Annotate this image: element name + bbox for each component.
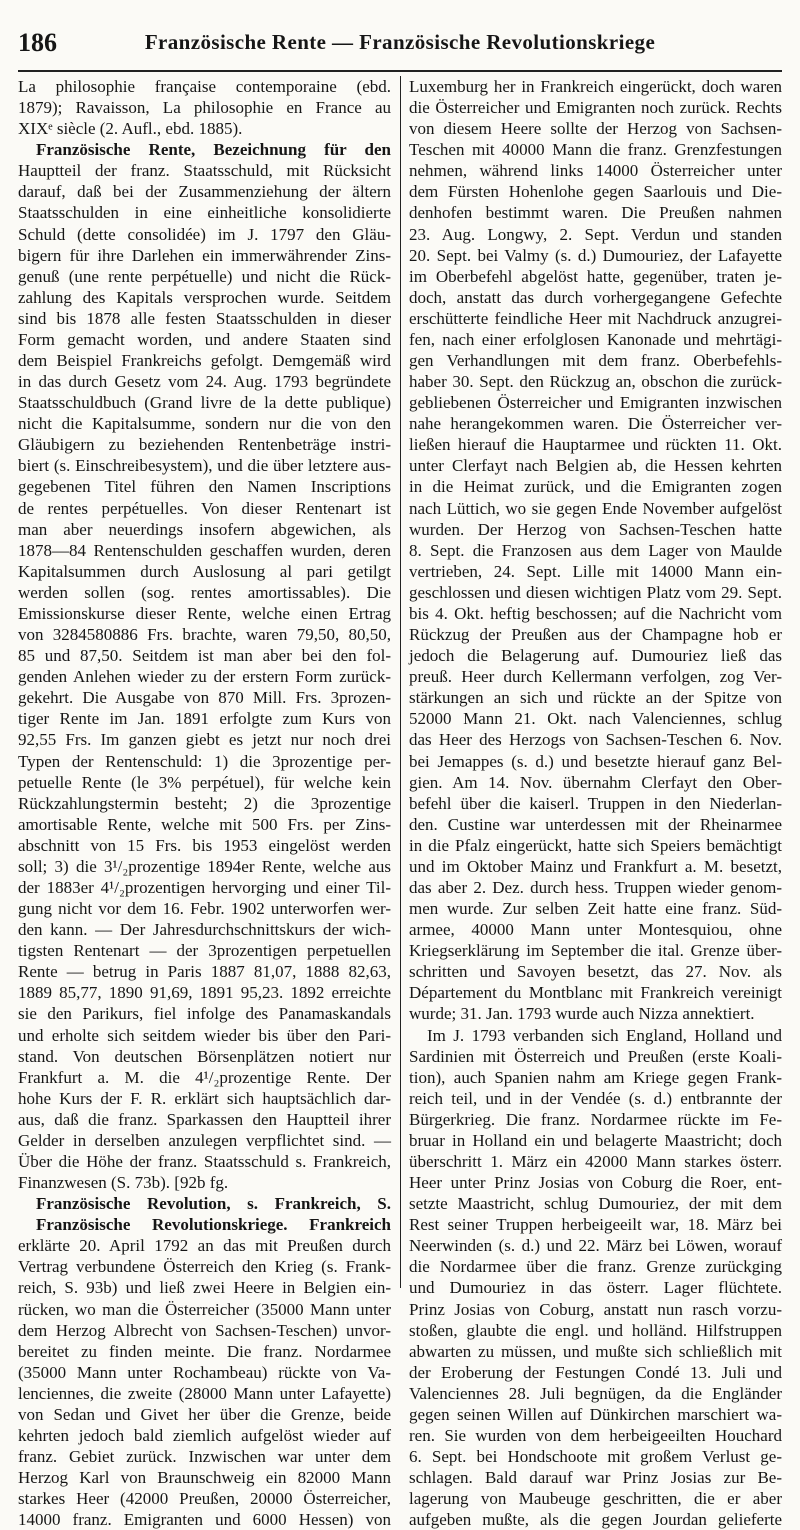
left-column-line: biert (s. Einschreibesystem), und die über letztere aus- <box>18 456 391 476</box>
left-column-line: amortisable Rente, welche mit 500 Frs. per Zins- <box>18 814 391 834</box>
left-column-line: stand. Von deutschen Börsenplätzen notiert nur <box>18 1046 391 1066</box>
left-column-line: sie den Parikurs, fiel infolge des Panamaskandals <box>18 1004 391 1024</box>
left-column-line: und erholte sich seitdem wieder bis über den Pari- <box>18 1025 391 1045</box>
right-column-line: Prinz Josias von Coburg, anstatt nun rasch vorzu- <box>409 1299 782 1319</box>
column-divider <box>400 76 401 1288</box>
right-column-line: gegen seinen Willen auf Dünkirchen marschiert wa- <box>409 1404 782 1424</box>
right-column-line: gen Verhandlungen mit dem franz. Oberbefehls- <box>409 351 782 371</box>
right-column-line: vertrieben, 24. Sept. Lille mit 14000 Mann ein- <box>409 561 782 581</box>
left-column-line: bereitet zu finden meinte. Die franz. Nordarmee <box>18 1341 391 1361</box>
right-column-line: abwarten zu müssen, und mußte sich schließlich mit <box>409 1341 782 1361</box>
right-column-line: Kriegserklärung im September die ital. Grenze über- <box>409 941 782 961</box>
left-column-line: Über die Höhe der franz. Staatsschuld s. Frankreich, <box>18 1151 391 1171</box>
left-column-line: in das durch Gesetz vom 24. Aug. 1793 begründete <box>18 372 391 392</box>
left-column-line: 92,55 Frs. Im ganzen giebt es jetzt nur noch drei <box>18 730 391 750</box>
left-column-line: Schuld (dette consolidée) im J. 1797 den Gläu- <box>18 224 391 244</box>
left-column-line: Kapitalsummen durch Auslosung al pari getilgt <box>18 561 391 581</box>
right-column-line: die Österreicher und Emigranten noch zurück. Rechts <box>409 98 782 118</box>
right-column-line: lagerung von Maubeuge geschritten, die er aber <box>409 1489 782 1509</box>
right-column-line: Rest seiner Truppen herbeigeeilt war, 18. März bei <box>409 1215 782 1235</box>
right-column-line: in die Heimat zurück, und die Emigranten zogen <box>409 477 782 497</box>
right-column-line: Rückzug der Preußen aus der Champagne hob er <box>409 625 782 645</box>
right-column-line: befehl über die kaiserl. Truppen in den Niederlan- <box>409 793 782 813</box>
right-column-line: bruar in Holland ein und belagerte Maastricht; doch <box>409 1130 782 1150</box>
left-column-line: Staatsschulden in eine einheitliche konsolidierte <box>18 203 391 223</box>
left-column-line: (35000 Mann unter Rochambeau) rückte von Va- <box>18 1362 391 1382</box>
right-column-line: doch, anstatt das durch vorhergegangene Gefechte <box>409 287 782 307</box>
right-column-line: 52000 Mann 21. Okt. nach Valenciennes, schlug <box>409 709 782 729</box>
right-column-line: Département du Montblanc mit Frankreich vereinigt <box>409 983 782 1003</box>
right-column-line: nehmen, während links 14000 Österreicher unter <box>409 161 782 181</box>
right-column-line: das aber 2. Dez. durch hess. Truppen wieder genom- <box>409 877 782 897</box>
left-column-line: Französische Revolution, s. Frankreich, S. <box>36 1194 391 1214</box>
left-column-line: erklärte 20. April 1792 an das mit Preußen durch <box>18 1236 391 1256</box>
right-column-line: fen, nach einer erfolglosen Kanonade und mehrtägi- <box>409 329 782 349</box>
left-column-line: hohe Kurs der F. R. erklärt sich hauptsächlich dar- <box>18 1088 391 1108</box>
left-column-line: XIXᵉ siècle (2. Aufl., ebd. 1885). <box>18 119 243 139</box>
right-column-line: das Heer des Herzogs von Sachsen-Teschen 6. Nov. <box>409 730 782 750</box>
right-column-line: der Eroberung der Festungen Condé 13. Juli und <box>409 1362 782 1382</box>
left-column-line: von Sedan und Givet her über die Grenze, beide <box>18 1404 391 1424</box>
left-column-line: gung nicht vor dem 16. Febr. 1902 unterworfen wer- <box>18 899 391 919</box>
left-column-line: starkes Heer (42000 Preußen, 20000 Österreicher, <box>18 1489 391 1509</box>
left-column-line: 1879); Ravaisson, La philosophie en France au <box>18 98 391 118</box>
left-column-line: dem Beispiel Frankreichs gefolgt. Demgemäß wird <box>18 351 391 371</box>
left-column-line: nicht die Kapitalsumme, sondern nur die von den <box>18 414 391 434</box>
right-column-line: gien. Am 14. Nov. übernahm Clerfayt den Ober- <box>409 772 782 792</box>
right-column-line: 6. Sept. bei Hondschoote mit großem Verlust ge- <box>409 1447 782 1467</box>
left-column-line: tigsten Rentenart — der 3prozentigen perpetuellen <box>18 941 391 961</box>
left-column-line: 1878—84 Rentenschulden geschaffen wurden, deren <box>18 540 391 560</box>
left-column-line: Rente — betrug in Paris 1887 81,07, 1888 82,63, <box>18 962 391 982</box>
right-column-line: tion), auch Spanien nahm am Kriege gegen Frank- <box>409 1067 782 1087</box>
right-column-line: preuß. Heer durch Kellermann verfolgen, zog Ver- <box>409 667 782 687</box>
left-column-line: Hauptteil der franz. Staatsschuld, mit Rücksicht <box>18 161 391 181</box>
left-column-line: Frankfurt a. M. die 4¹/₂prozentige Rente. Der <box>18 1067 391 1087</box>
right-column <box>409 76 782 1530</box>
left-column-line: lenciennes, die zweite (28000 Mann unter Lafayette) <box>18 1383 391 1403</box>
left-column-line: soll; 3) die 3¹/₂prozentige 1894er Rente, welche aus <box>18 856 391 876</box>
right-column-line: erschütterte feindliche Heer mit Nachdruck anzugrei- <box>409 308 782 328</box>
right-column-line: bei Jemappes (s. d.) und besetzte hierauf ganz Bel- <box>409 751 782 771</box>
left-column-line: rücken, wo man die Österreicher (35000 Mann unter <box>18 1299 391 1319</box>
page-header <box>18 28 782 68</box>
right-column-line: im Oberbefehl abgelöst hatte, gegenüber, traten je- <box>409 266 782 286</box>
left-column-line: genden Anlehen wieder zu der erstern Form zurück- <box>18 667 391 687</box>
left-column-line: Vertrag verbundene Österreich den Krieg (s. Frank- <box>18 1257 391 1277</box>
right-column-line: 20. Sept. bei Valmy (s. d.) Dumouriez, der Lafayette <box>409 245 782 265</box>
left-column <box>18 76 391 1530</box>
left-column-line: den kann. — Der Jahresdurchschnittskurs der wich- <box>18 920 391 940</box>
right-column-line: aufgeben mußte, als die gegen Jourdan gelieferte <box>409 1510 782 1530</box>
right-column-line: Sardinien mit Österreich und Preußen (erste Koali- <box>409 1046 782 1066</box>
right-column-line: Valenciennes 28. Juli begnügen, da die Engländer <box>409 1383 782 1403</box>
left-column-line: darauf, daß bei der Zusammenziehung der ältern <box>18 182 391 202</box>
left-column-line: abschnitt von 15 Frs. bis 1953 eingelöst werden <box>18 835 391 855</box>
right-column-line: jedoch die Belagerung auf. Dumouriez ließ das <box>409 646 782 666</box>
left-column-line: 14000 franz. Emigranten und 6000 Hessen) von <box>18 1510 391 1530</box>
right-column-line: denhofen bestimmt waren. Die Preußen nahmen <box>409 203 782 223</box>
left-column-line: genuß (une rente perpétuelle) und nicht die Rück- <box>18 266 391 286</box>
left-column-line: Französische Rente, Bezeichnung für den <box>36 140 391 160</box>
left-column-line: von 3284580886 Frs. brachte, waren 79,50, 80,50, <box>18 625 391 645</box>
right-column-line: Luxemburg her in Frankreich eingerückt, doch waren <box>409 77 782 96</box>
left-column-line: aus, daß die franz. Sparkassen den Hauptteil ihrer <box>18 1109 391 1129</box>
left-column-line: Form gemacht worden, und andere Staaten sind <box>18 329 391 349</box>
right-column-line: wurden. Der Herzog von Sachsen-Teschen hatte <box>409 519 782 539</box>
right-column-line: und im Oktober Mainz und Frankfurt a. M. besetzt, <box>409 856 782 876</box>
right-column-line: stärkungen an sich und rückte an der Spitze von <box>409 688 782 708</box>
left-column-line: Staatsschuldbuch (Grand livre de la dette publique) <box>18 393 391 413</box>
left-column-line: Französische Revolutionskriege. Frankreich <box>36 1215 391 1235</box>
left-column-line: der 1883er 4¹/₂prozentigen hervorging und einer Til- <box>18 877 391 897</box>
right-column-line: dem Fürsten Hohenlohe gegen Saarlouis und Die- <box>409 182 782 202</box>
left-column-line: Finanzwesen (S. 73b). [92b fg. <box>18 1173 229 1193</box>
left-column-line: gekehrt. Die Ausgabe von 870 Mill. Frs. 3prozen- <box>18 688 391 708</box>
right-column-line: schritten und Savoyen besetzt, das 27. Nov. als <box>409 962 782 982</box>
left-column-line: Herzog Karl von Braunschweig ein 82000 Mann <box>18 1468 391 1488</box>
left-column-line: Gelder in derselben anzulegen verpflichtet sind. — <box>18 1130 391 1150</box>
right-column-line: schlagen. Bald darauf war Prinz Josias zur Be- <box>409 1468 782 1488</box>
page-number: 186 <box>18 28 57 57</box>
right-column-line: ließen hierauf die Hauptarmee und rückten 11. Okt. <box>409 435 782 455</box>
left-column-line: reich, S. 93b) und ließ zwei Heere in Belgien ein- <box>18 1278 391 1298</box>
right-column-line: von diesem Heere sollte der Herzog von Sachsen- <box>409 119 782 139</box>
right-column-line: nach Lüttich, wo sie gegen Ende November aufgelöst <box>409 498 782 518</box>
left-column-line: man aber neuerdings insofern abgewichen, als <box>18 519 391 539</box>
right-column-line: unter Clerfayt nach Belgien ab, die Hessen kehrten <box>409 456 782 476</box>
left-column-line: tiger Rente im Jan. 1891 erfolgte zum Kurs von <box>18 709 391 729</box>
right-column-line: 8. Sept. die Franzosen aus dem Lager von Maulde <box>409 540 782 560</box>
right-column-line: reich teil, und in der Vendée (s. d.) entbrannte der <box>409 1088 782 1108</box>
left-column-line: kehrten jedoch bald ziemlich aufgelöst wieder auf <box>18 1426 391 1445</box>
right-column-line: geschlossen und diesen wichtigen Platz vom 29. Sept. <box>409 582 782 602</box>
right-column-line: 23. Aug. Longwy, 2. Sept. Verdun und standen <box>409 224 782 244</box>
right-column-line: haber 30. Sept. den Rückzug an, obschon die zurück- <box>409 372 782 392</box>
right-column-line: men wurde. Zur selben Zeit hatte eine franz. Süd- <box>409 899 782 919</box>
right-column-line: bis 4. Okt. heftig beschossen; auf die Nachricht vom <box>409 603 782 623</box>
left-column-line: zahlung des Kapitals versprochen wurde. Seitdem <box>18 287 391 307</box>
right-column-line: Heer unter Prinz Josias von Coburg die Roer, ent- <box>409 1173 782 1193</box>
left-column-line: dem Herzog Albrecht von Sachsen-Teschen) unvor- <box>18 1320 391 1340</box>
left-column-line: de rentes perpétuelles. Von dieser Rentenart ist <box>18 498 391 518</box>
left-column-line: La philosophie française contemporaine (ebd. <box>18 77 391 96</box>
running-title: Französische Rente — Französische Revolutionskriege <box>144 30 656 54</box>
right-column-line: nahe herangekommen waren. Die Österreicher ver- <box>409 414 782 434</box>
right-column-line: armee, 40000 Mann unter Montesquiou, ohne <box>409 920 782 940</box>
left-column-line: petuelle Rente (le 3% perpétuel), für welche kein <box>18 772 391 792</box>
right-column-line: Im J. 1793 verbanden sich England, Holland und <box>427 1025 782 1045</box>
right-column-line: in die Pfalz eingerückt, hatte sich Speiers bemächtigt <box>409 835 782 855</box>
right-column-line: Neerwinden (s. d.) und 22. März bei Löwen, worauf <box>409 1236 782 1256</box>
left-column-line: Typen der Rentenschuld: 1) die 3prozentige per- <box>18 751 391 771</box>
right-column-line: die Nordarmee über die franz. Grenze zurückging <box>409 1257 782 1277</box>
left-column-line: werden sollen (sog. rentes amortissables). Die <box>18 582 391 602</box>
left-column-line: gegebenen Titel führen den Namen Inscriptions <box>18 477 391 497</box>
right-column-line: und Dumouriez in das österr. Lager flüchtete. <box>409 1278 782 1298</box>
left-column-line: franz. Gebiet zurück. Inzwischen war unter dem <box>18 1447 391 1467</box>
right-column-line: stoßen, glaubte die engl. und holländ. Hilfstruppen <box>409 1320 782 1340</box>
left-column-line: Gläubigern zu beziehenden Rentenbeträge instri- <box>18 435 391 455</box>
right-column-line: überschritt 1. März ein 42000 Mann starkes österr. <box>409 1151 782 1171</box>
left-column-line: Emissionskurse dieser Rente, welche einen Ertrag <box>18 603 391 623</box>
left-column-line: Rückzahlungstermin besteht; 2) die 3prozentige <box>18 793 391 813</box>
right-column-line: ren. Sie wurden von dem herbeigeeilten Houchard <box>409 1426 782 1445</box>
left-column-line: sind bis 1878 alle festen Staatsschulden in dieser <box>18 308 391 328</box>
right-column-line: setzte Maastricht, schlug Dumouriez, der mit dem <box>409 1194 782 1214</box>
right-column-line: den. Custine war unterdessen mit der Rheinarmee <box>409 814 782 834</box>
right-column-line: Bürgerkrieg. Die franz. Nordarmee rückte im Fe- <box>409 1109 782 1129</box>
left-column-line: 1889 85,77, 1890 91,69, 1891 95,23. 1892 erreichte <box>18 983 391 1003</box>
header-rule <box>18 70 782 72</box>
left-column-line: bigern für ihre Darlehen ein immerwährender Zins- <box>18 245 391 265</box>
right-column-line: wurde; 31. Jan. 1793 wurde auch Nizza annektiert. <box>409 1004 755 1024</box>
right-column-line: Teschen mit 40000 Mann die franz. Grenzfestungen <box>409 140 782 160</box>
right-column-line: gebliebenen Österreicher und Emigranten inzwischen <box>409 393 782 413</box>
left-column-line: 85 und 87,50. Seitdem ist man aber bei den fol- <box>18 646 391 666</box>
